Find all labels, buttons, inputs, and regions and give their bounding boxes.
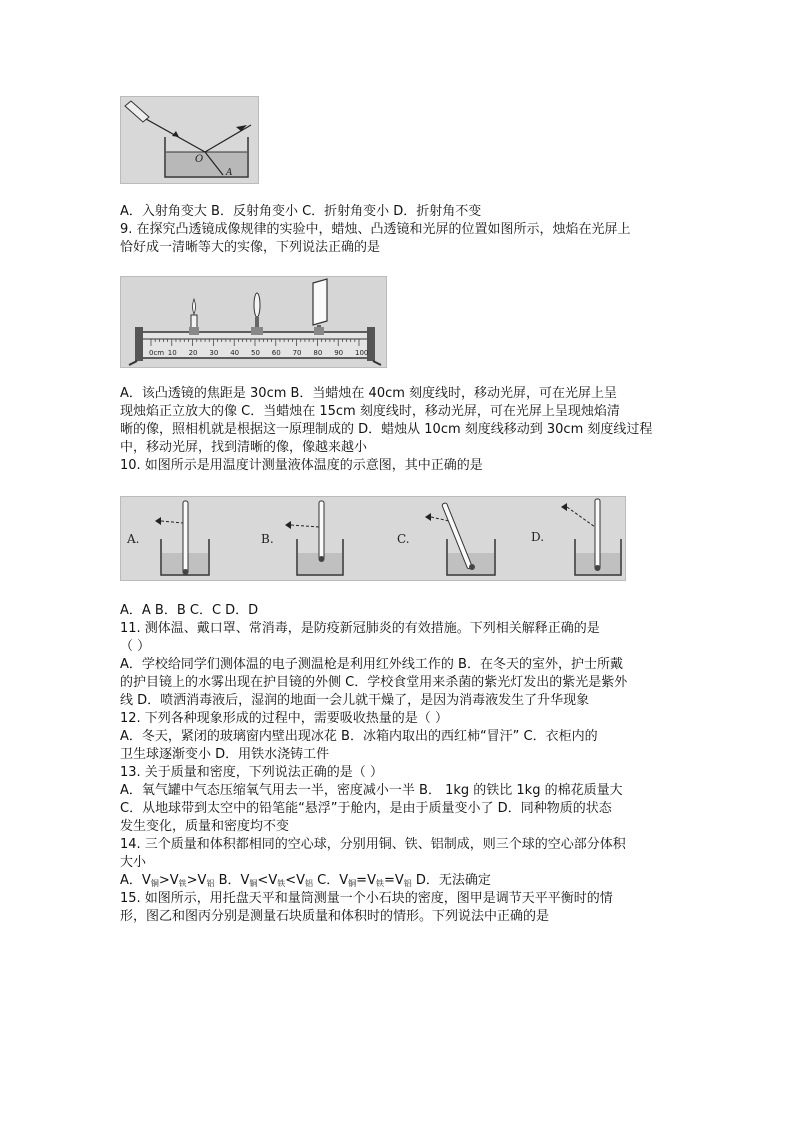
q9-options-line2: 现烛焰正立放大的像 C．当蜡烛在 15cm 刻度线时，移动光屏，可在光屏上呈现烛焰清 [120,404,620,419]
q12-stem: 12. 下列各种现象形成的过程中，需要吸收热量的是（ ） [120,711,448,726]
ruler-label: 10 [167,349,177,357]
q11-options-line1: A．学校给同学们测体温的电子测温枪是利用红外线工作的 B．在冬天的室外，护士所戴 [120,657,623,672]
q15-stem-line2: 形，图乙和图丙分别是测量石块质量和体积时的情形。下列说法中正确的是 [120,909,550,924]
option-d-label: D. [531,530,545,544]
thermometer-figure [120,496,626,581]
q8-options: A．入射角变大 B．反射角变小 C．折射角变小 D．折射角不变 [120,204,482,219]
ruler-label: 90 [334,349,344,357]
q9-options-line4: 中，移动光屏，找到清晰的像，像越来越小 [120,440,368,455]
q14-stem-line1: 14. 三个质量和体积都相同的空心球，分别用铜、铁、铝制成，则三个球的空心部分体积 [120,837,626,852]
q9-stem-line1: 9. 在探究凸透镜成像规律的实验中，蜡烛、凸透镜和光屏的位置如图所示，烛焰在光屏上 [120,222,631,237]
ruler-label: 30 [209,349,219,357]
ruler-label: 80 [313,349,323,357]
q13-options-line2: C．从地球带到太空中的铅笔能“悬浮”于舱内，是由于质量变小了 D．同种物质的状态 [120,801,612,816]
q11-stem-line2: （ ） [120,639,151,654]
q10-stem: 10. 如图所示是用温度计测量液体温度的示意图，其中正确的是 [120,458,483,473]
ruler-label: 40 [230,349,240,357]
q15-stem-line1: 15. 如图所示，用托盘天平和量筒测量一个小石块的密度，图甲是调节天平平衡时的情 [120,891,613,906]
q9-options-line1: A．该凸透镜的焦距是 30cm B．当蜡烛在 40cm 刻度线时，移动光屏，可在光屏上呈 [120,386,618,401]
q13-options-line3: 发生变化，质量和密度均不变 [120,819,290,834]
ruler-label: 60 [271,349,281,357]
q11-stem-line1: 11. 测体温、戴口罩、常消毒，是防疫新冠肺炎的有效措施。下列相关解释正确的是 [120,621,600,636]
point-a-label: A [226,168,233,178]
option-a-label: A. [127,532,140,546]
q11-options-line2: 的护目镜上的水雾出现在护目镜的外侧 C．学校食堂用来杀菌的紫光灯发出的紫光是紫外 [120,675,628,690]
q13-stem: 13. 关于质量和密度，下列说法正确的是（ ） [120,765,383,780]
q12-options-line2: 卫生球逐渐变小 D．用铁水浇铸工件 [120,747,330,762]
option-c-label: C. [397,532,410,546]
optical-bench-figure [120,276,387,368]
option-b-label: B. [261,532,274,546]
ruler-label: 100 [355,349,369,357]
q9-stem-line2: 恰好成一清晰等大的实像，下列说法正确的是 [120,240,381,255]
q14-stem-line2: 大小 [120,855,147,870]
q10-options: A．A B．B C．C D．D [120,603,259,618]
q11-options-line3: 线 D．喷洒消毒液后，湿润的地面一会儿就干燥了，是因为消毒液发生了升华现象 [120,693,590,708]
ruler-label: 20 [188,349,198,357]
q12-options-line1: A．冬天，紧闭的玻璃窗内壁出现冰花 B．冰箱内取出的西红柿“冒汗” C．衣柜内的 [120,729,598,744]
q13-options-line1: A．氧气罐中气态压缩氧气用去一半，密度减小一半 B． 1kg 的铁比 1kg 的棉花质量大 [120,783,623,798]
ruler-label: 70 [292,349,302,357]
q9-options-line3: 晰的像，照相机就是根据这一原理制成的 D．蜡烛从 10cm 刻度线移动到 30cm 刻度线过程 [120,422,653,437]
refraction-figure [120,96,259,184]
ruler-label: 50 [251,349,260,357]
ruler-label: 0cm [149,349,165,357]
q14-options: A．$V_铜>V_铁>V_铝$ B．$V_铜<V_铁<V_铝$ C．$V_铜=V_铁=V_铝$ D．无法确定 [120,873,491,888]
point-o-label: O [195,154,204,165]
